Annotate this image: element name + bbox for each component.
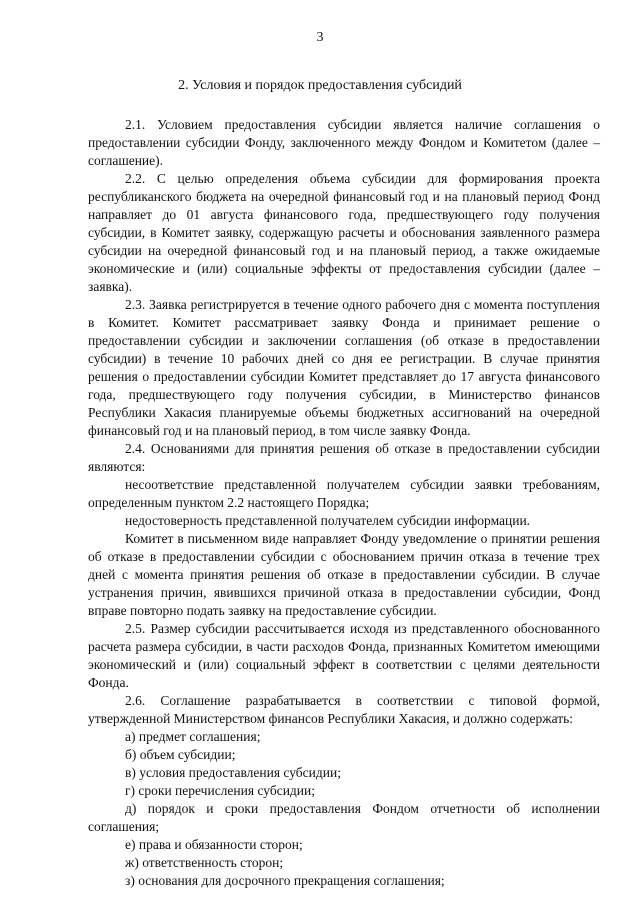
page-number: 3 (316, 30, 324, 45)
list-item-a: а) предмет соглашения; (125, 729, 261, 744)
list-item-d: д) порядок и сроки предоставления Фондом отчетности об исполнении соглашения; (88, 801, 600, 834)
list-item-e: е) права и обязанности сторон; (125, 837, 303, 852)
paragraph-2-1: 2.1. Условием предоставления субсидии является наличие соглашения о предоставлении субсидии Фонду, заключенного между Фондом и Комитетом (далее – соглашение). (88, 117, 600, 168)
paragraph-2-4: 2.4. Основаниями для принятия решения об отказе в предоставлении субсидии являются: (88, 441, 600, 474)
section-heading: 2. Условия и порядок предоставления субсидий (178, 78, 462, 93)
paragraph-2-3: 2.3. Заявка регистрируется в течение одного рабочего дня с момента поступления в Комитет. Комитет рассматривает заявку Фонда и принимает решение о предоставлении субсидии и заключении соглашения (об отказе в предоставлении субсидии) в течение 10 рабочих дней со дня ее регистрации. В случае принятия решения о предоставлении субсидии Комитет представляет до 17 августа финансового года, предшествующего году получения субсидии, в Министерство финансов Республики Хакасия планируемые объемы бюджетных ассигнований на очередной финансовый год и на плановый период, в том числе заявку Фонда. (88, 297, 600, 438)
list-item-g: г) сроки перечисления субсидии; (125, 783, 315, 798)
paragraph-2-5: 2.5. Размер субсидии рассчитывается исходя из представленного обоснованного расчета размера субсидии, в части расходов Фонда, признанных Комитетом имеющими экономический и (или) социальный эффект в соответствии с целями деятельности Фонда. (88, 621, 600, 690)
refusal-notice-paragraph: Комитет в письменном виде направляет Фонду уведомление о принятии решения об отказе в предоставлении субсидии с обоснованием причин отказа в течение трех дней с момента принятия решения об отказе в предоставлении субсидии. В случае устранения причин, явившихся причиной отказа в предоставлении субсидии, Фонд вправе повторно подать заявку на предоставление субсидии. (88, 531, 600, 618)
list-item-z: з) основания для досрочного прекращения соглашения; (125, 873, 445, 888)
list-item-zh: ж) ответственность сторон; (125, 855, 284, 870)
list-item-b: б) объем субсидии; (125, 747, 236, 762)
paragraph-2-2: 2.2. С целью определения объема субсидии для формирования проекта республиканского бюджета на очередной финансовый год и на плановый период Фонд направляет до 01 августа финансового года, предшествующего году получения субсидии, в Комитет заявку, содержащую расчеты и обоснования заявленного размера субсидии на очередной финансовый год и на плановый период, а также ожидаемые экономические и (или) социальные эффекты от предоставления субсидии (далее – заявка). (88, 171, 600, 294)
refusal-ground-1: несоответствие представленной получателем субсидии заявки требованиям, определенным пунктом 2.2 настоящего Порядка; (88, 477, 600, 510)
document-body (88, 116, 600, 890)
refusal-ground-2: недостоверность представленной получателем субсидии информации. (125, 513, 531, 528)
paragraph-2-6: 2.6. Соглашение разрабатывается в соответствии с типовой формой, утвержденной Министерством финансов Республики Хакасия, и должно содержать: (88, 693, 600, 726)
list-item-v: в) условия предоставления субсидии; (125, 765, 341, 780)
